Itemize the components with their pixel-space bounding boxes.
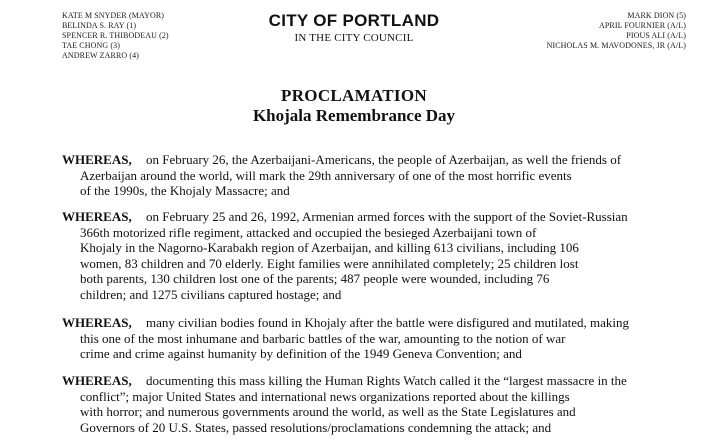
council-member: NICHOLAS M. MAVODONES, JR (A/L) xyxy=(546,41,686,50)
clause-line: on February 25 and 26, 1992, Armenian armed forces with the support of the Soviet-Russian xyxy=(146,209,628,224)
whereas-keyword: WHEREAS, xyxy=(62,373,132,388)
clause-line: conflict”; major United States and international news organizations reported about the killings xyxy=(80,388,570,404)
council-member: PIOUS ALI (A/L) xyxy=(626,31,686,40)
clause-line: women, 83 children and 70 elderly. Eight families were annihilated completely; 25 children lost xyxy=(80,255,579,271)
clause-line: Azerbaijan around the world, will mark the 29th anniversary of one of the most horrific events xyxy=(80,167,572,183)
council-member: MARK DION (5) xyxy=(627,11,686,20)
clause-line: Governors of 20 U.S. States, passed resolutions/proclamations condemning the attack; and xyxy=(80,419,552,435)
council-member: SPENCER R. THIBODEAU (2) xyxy=(62,31,169,40)
proclamation-subtitle: Khojala Remembrance Day xyxy=(252,106,456,125)
clause-line: of the 1990s, the Khojaly Massacre; and xyxy=(80,183,290,198)
council-member: TAE CHONG (3) xyxy=(62,41,120,50)
whereas-clause-4 xyxy=(62,373,702,435)
clause-line: documenting this mass killing the Human Rights Watch called it the “largest massacre in the xyxy=(146,373,627,388)
council-member: ANDREW ZARRO (4) xyxy=(62,51,140,60)
council-member: APRIL FOURNIER (A/L) xyxy=(598,21,686,30)
clause-line: both parents, 130 children lost one of the parents; 487 people were wounded, including 76 xyxy=(80,271,550,286)
council-members-right xyxy=(547,11,686,51)
whereas-keyword: WHEREAS, xyxy=(62,315,132,330)
proclamation-title: PROCLAMATION xyxy=(281,86,427,105)
whereas-clause-1 xyxy=(62,152,702,199)
clause-line: on February 26, the Azerbaijani-Americans, the people of Azerbaijan, as well the friends of xyxy=(146,152,622,167)
whereas-keyword: WHEREAS, xyxy=(62,209,132,224)
clause-line: with horror; and numerous governments around the world, as well as the State Legislatures and xyxy=(80,404,576,419)
clause-line: children; and 1275 civilians captured hostage; and xyxy=(80,286,342,302)
council-member: BELINDA S. RAY (1) xyxy=(62,21,137,30)
whereas-keyword: WHEREAS, xyxy=(62,152,132,167)
clause-line: this one of the most inhumane and barbaric battles of the war, amounting to the notion of war xyxy=(80,330,566,346)
whereas-clause-3 xyxy=(62,315,702,362)
whereas-clause-2 xyxy=(62,209,702,302)
clause-line: Khojaly in the Nagorno-Karabakh region of Azerbaijan, and killing 613 civilians, including 106 xyxy=(80,240,579,255)
clause-line: many civilian bodies found in Khojaly after the battle were disfigured and mutilated, making xyxy=(146,315,630,330)
city-title: CITY OF PORTLAND xyxy=(268,11,440,30)
council-member: KATE M SNYDER (MAYOR) xyxy=(62,11,165,20)
clause-line: 366th motorized rifle regiment, attacked and occupied the besieged Azerbaijani town of xyxy=(80,224,537,240)
city-council-subtitle: IN THE CITY COUNCIL xyxy=(294,32,414,44)
clause-line: crime and crime against humanity by definition of the 1949 Geneva Convention; and xyxy=(80,346,522,361)
